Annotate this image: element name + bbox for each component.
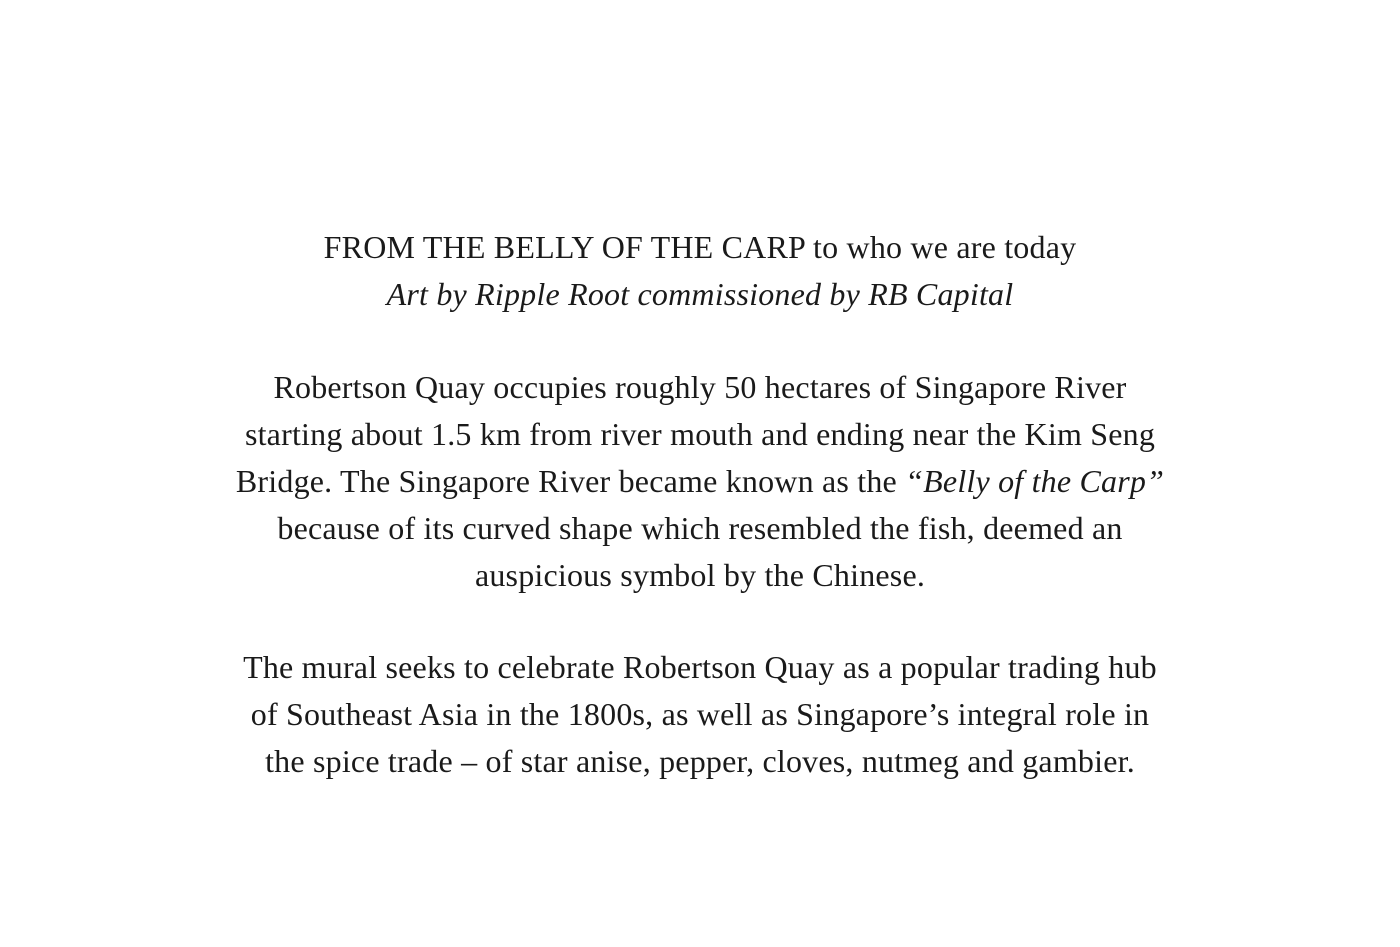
paragraph-line: the spice trade – of star anise, pepper, cloves, nutmeg and gambier. (265, 743, 1135, 779)
paragraph-line: The mural seeks to celebrate Robertson Quay as a popular trading hub (243, 649, 1157, 685)
paragraph-line: because of its curved shape which resembled the fish, deemed an (277, 510, 1123, 546)
paragraph-line: auspicious symbol by the Chinese. (474, 557, 926, 593)
paragraph-line (160, 458, 1240, 505)
belly-of-the-carp-quote: “Belly of the Carp” (905, 463, 1165, 499)
caption-title-rest: to who we are today (804, 229, 1077, 265)
paragraph-mural (160, 644, 1240, 785)
caption-header (160, 224, 1240, 318)
caption-title (160, 224, 1240, 271)
paragraph-history (160, 364, 1240, 599)
paragraph-line: Robertson Quay occupies roughly 50 hectares of Singapore River (273, 369, 1127, 405)
paragraph-line-start: Bridge. The Singapore River became known as the (235, 463, 906, 499)
caption-title-caps: FROM THE BELLY OF THE CARP (323, 229, 805, 265)
paragraph-line: starting about 1.5 km from river mouth and ending near the Kim Seng (244, 416, 1156, 452)
caption-credit: Art by Ripple Root commissioned by RB Capital (386, 276, 1014, 312)
paragraph-line: of Southeast Asia in the 1800s, as well as Singapore’s integral role in (250, 696, 1150, 732)
